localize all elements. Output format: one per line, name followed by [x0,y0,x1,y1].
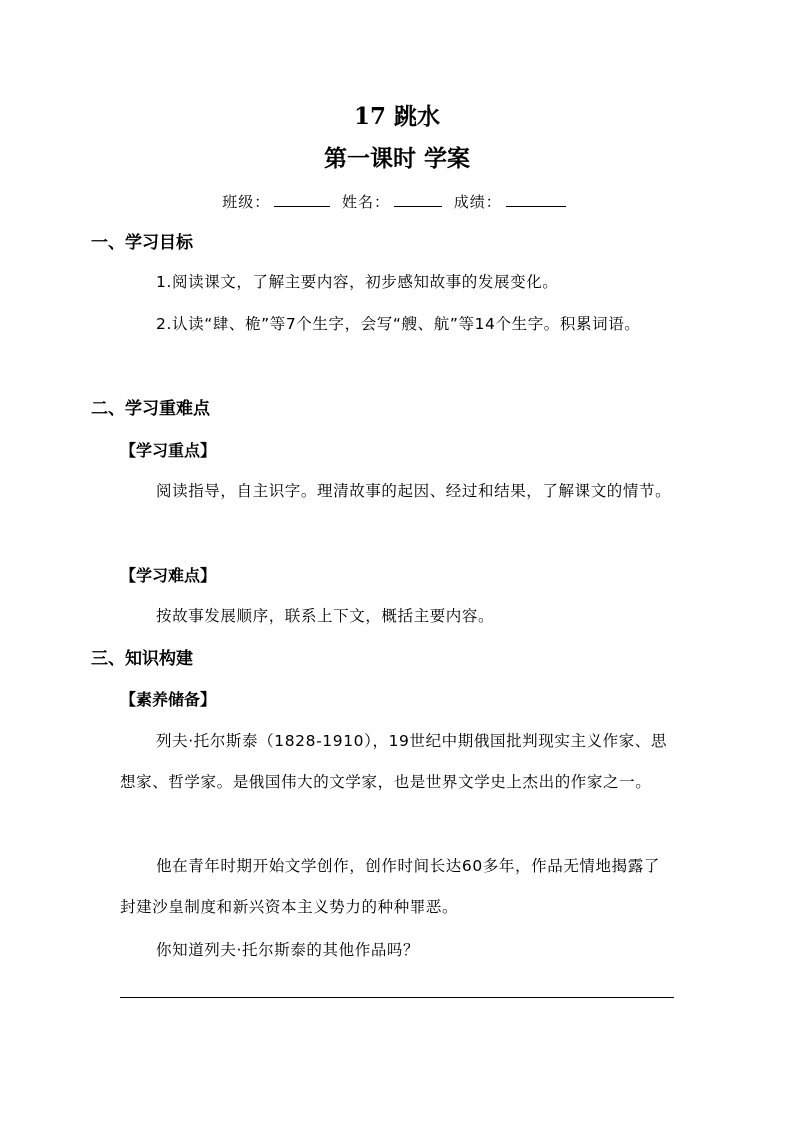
score-label: 成绩： [453,193,502,211]
name-blank [394,190,442,207]
question-text: 你知道列夫·托尔斯泰的其他作品吗？ [156,941,420,959]
name-label: 姓名： [341,193,390,211]
difficult-point-label: 【学习难点】 [120,566,217,585]
objective-1: 1.阅读课文，了解主要内容，初步感知故事的发展变化。 [156,273,559,291]
tolstoy-intro: 列夫·托尔斯泰（1828-1910），19世纪中期俄国批判现实主义作家、思想家、哲学家。是俄国伟大的文学家，也是世界文学史上杰出的作家之一。 [120,732,668,791]
class-blank [274,190,330,207]
key-point-label: 【学习重点】 [120,441,217,460]
answer-line [120,997,674,998]
section-heading-objectives: 一、学习目标 [91,233,193,253]
key-point-text: 阅读指导，自主识字。理清故事的起因、经过和结果，了解课文的情节。 [156,482,672,500]
tolstoy-works-intro: 他在青年时期开始文学创作，创作时间长达60多年，作品无情地揭露了封建沙皇制度和新兴资本主义势力的种种罪恶。 [120,857,660,916]
lesson-subtitle: 第一课时 学案 [323,145,470,172]
section-heading-key-points: 二、学习重难点 [91,399,210,419]
class-label: 班级： [222,193,271,211]
student-info-line [0,190,794,213]
lesson-title: 17 跳水 [353,103,440,130]
section-heading-knowledge: 三、知识构建 [91,649,193,669]
literacy-prep-label: 【素养储备】 [120,690,217,709]
difficult-point-text: 按故事发展顺序，联系上下文，概括主要内容。 [156,607,495,625]
objective-2: 2.认读“肆、桅”等7个生字，会写“艘、航”等14个生字。积累词语。 [156,315,641,333]
score-blank [506,190,566,207]
